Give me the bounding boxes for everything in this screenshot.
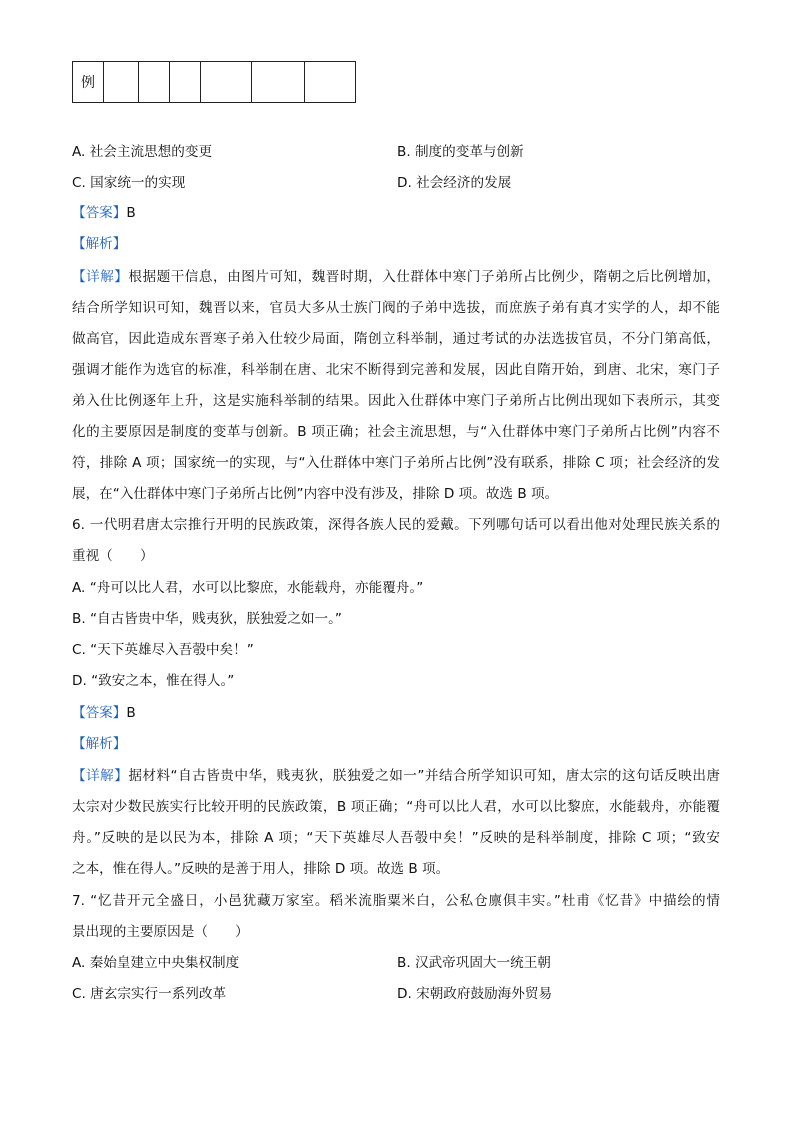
q7-stem-line: 7. “忆昔开元全盛日，小邑犹藏万家室。稻米流脂粟米白，公私仓廪俱丰实。”杜甫《忆昔》中描绘的情: [72, 893, 720, 909]
detail-tag: 【详解】: [72, 768, 129, 784]
answer-tag: 【答案】: [72, 205, 127, 221]
q6-detail-line: 太宗对少数民族实行比较开明的民族政策，B 项正确；“舟可以比人君，水可以比黎庶，水能载舟，亦能覆: [72, 799, 720, 815]
q6-option-c: C. “天下英雄尽入吾彀中矣！”: [72, 642, 254, 658]
q6-stem-line: 重视（ ）: [72, 548, 154, 564]
q6-detail-line: 【详解】据材料“自古皆贵中华，贱夷狄，朕独爱之如一”并结合所学知识可知，唐太宗的这句话反映出唐: [72, 768, 720, 784]
q7-option-a: A. 秦始皇建立中央集权制度: [72, 955, 240, 971]
q6-detail-line: 之本，惟在得人。”反映的是善于用人，排除 D 项。故选 B 项。: [72, 861, 450, 877]
table-cell: [139, 62, 170, 103]
q5-analysis-tag: 【解析】: [72, 236, 127, 252]
q5-detail-line: 做高官，因此造成东晋寒子弟入仕较少局面，隋创立科举制，通过考试的办法选拔官员，不分门第高低，: [72, 331, 720, 347]
q6-detail-line: 舟。”反映的是以民为本，排除 A 项；“天下英雄尽人吾彀中矣！”反映的是科举制度，排除 C 项；“致安: [72, 830, 720, 846]
answer-value: B: [126, 205, 136, 221]
q7-stem-line: 景出现的主要原因是（ ）: [72, 924, 249, 940]
q6-option-b: B. “自古皆贵中华，贱夷狄，朕独爱之如一。”: [72, 611, 342, 627]
q5-answer: [72, 203, 136, 223]
q7-option-d: D. 宋朝政府鼓励海外贸易: [397, 986, 553, 1002]
detail-tag: 【详解】: [72, 269, 129, 285]
q6-option-d: D. “致安之本，惟在得人。”: [72, 673, 235, 689]
q5-detail-line: 结合所学知识可知，魏晋以来，官员大多从士族门阀的子弟中选拔，而庶族子弟有真才实学的人，却不能: [72, 300, 720, 316]
q6-answer: [72, 703, 136, 723]
q5-detail-line: 弟入仕比例逐年上升，这是实施科举制的结果。因此入仕群体中寒门子弟所占比例出现如下表所示，其变: [72, 393, 720, 409]
table-cell: [170, 62, 201, 103]
q5-detail-line: 展，在“入仕群体中寒门子弟所占比例”内容中没有涉及，排除 D 项。故选 B 项。: [72, 486, 559, 502]
table-cell: [252, 62, 305, 103]
q5-detail-line: 符，排除 A 项；国家统一的实现，与“入仕群体中寒门子弟所占比例”没有联系，排除 C 项；社会经济的发: [72, 455, 720, 471]
q6-analysis-tag: 【解析】: [72, 736, 127, 752]
q7-option-b: B. 汉武帝巩固大一统王朝: [397, 955, 551, 971]
table-cell-label: 例: [73, 62, 104, 103]
q6-option-a: A. “舟可以比人君，水可以比黎庶，水能载舟，亦能覆舟。”: [72, 580, 424, 596]
q5-detail-line: 化的主要原因是制度的变革与创新。B 项正确；社会主流思想，与“入仕群体中寒门子弟所占比例”内容不: [72, 424, 720, 440]
table-cell: [201, 62, 252, 103]
table-cell: [305, 62, 356, 103]
data-table-fragment: [72, 61, 356, 103]
answer-value: B: [126, 705, 136, 721]
q6-stem-line: 6. 一代明君唐太宗推行开明的民族政策，深得各族人民的爱戴。下列哪句话可以看出他对处理民族关系的: [72, 517, 720, 533]
answer-tag: 【答案】: [72, 705, 127, 721]
q5-option-d: D. 社会经济的发展: [397, 175, 512, 191]
q5-detail-line: 强调才能作为选官的标准，科举制在唐、北宋不断得到完善和发展，因此自隋开始，到唐、北宋，寒门子: [72, 362, 720, 378]
q5-option-a: A. 社会主流思想的变更: [72, 144, 213, 160]
q5-option-b: B. 制度的变革与创新: [397, 144, 524, 160]
table-cell: [104, 62, 139, 103]
q5-option-c: C. 国家统一的实现: [72, 175, 186, 191]
q7-option-c: C. 唐玄宗实行一系列改革: [72, 986, 227, 1002]
q5-detail-line: 【详解】根据题干信息，由图片可知，魏晋时期，入仕群体中寒门子弟所占比例少，隋朝之后比例增加，: [72, 269, 721, 285]
